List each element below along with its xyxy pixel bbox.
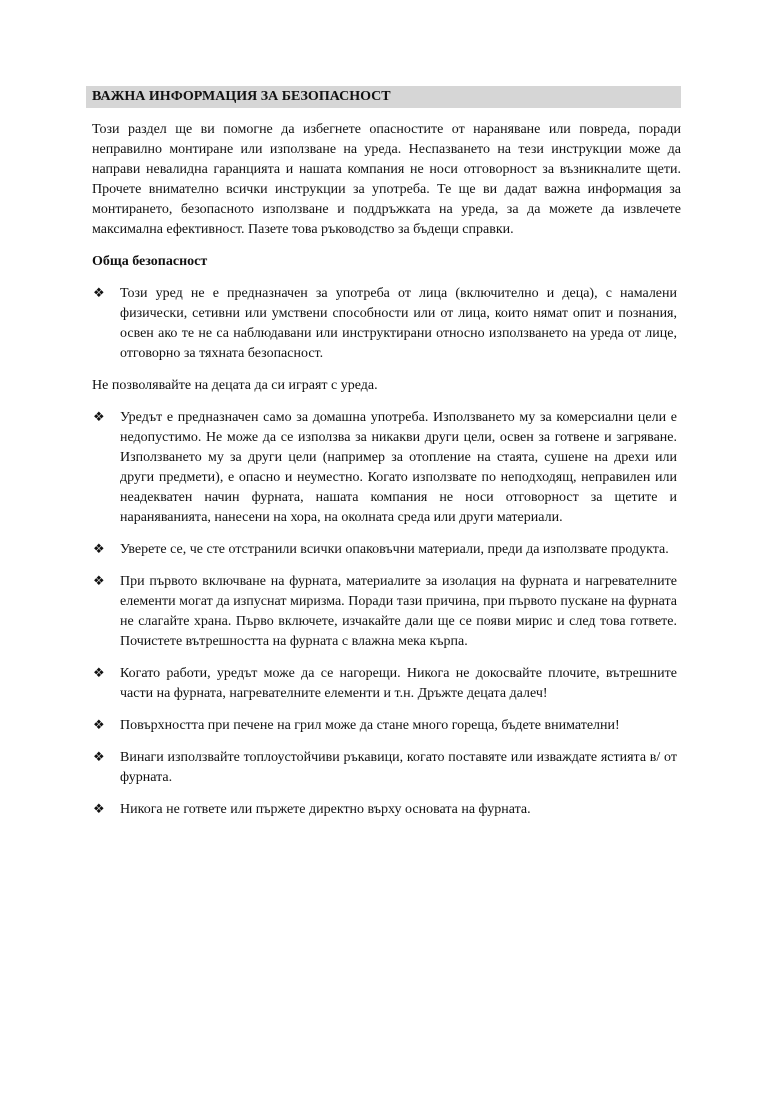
safety-list-1 [86, 284, 681, 364]
list-item-text: Повърхността при печене на грил може да стане много гореща, бъдете внимателни! [120, 718, 620, 733]
diamond-bullet-icon: ❖ [93, 574, 105, 589]
list-item [86, 408, 681, 528]
list-item-text: Уверете се, че сте отстранили всички опаковъчни материали, преди да използвате продукта. [120, 542, 669, 557]
diamond-bullet-icon: ❖ [93, 542, 105, 557]
list-item-text: Когато работи, уредът може да се нагорещи. Никога не докосвайте плочите, вътрешните части на фурната, нагревателните елементи и т.н. Дръжте децата далеч! [120, 666, 677, 701]
diamond-bullet-icon: ❖ [93, 718, 105, 733]
children-warning: Не позволявайте на децата да си играят с уреда. [92, 378, 378, 393]
list-item-text: При първото включване на фурната, материалите за изолация на фурната и нагревателните елементи могат да изпуснат миризма. Поради тази причина, при първото пускане на фурната не слагайте храна. Първо включете, изчакайте дали ще се появи мирис и след това гответе. Почистете вътрешността на фурната с влажна мека кърпа. [120, 574, 677, 649]
list-item-text: Никога не гответе или пържете директно върху основата на фурната. [120, 802, 531, 817]
list-item [86, 748, 681, 788]
diamond-bullet-icon: ❖ [93, 666, 105, 681]
list-item [86, 572, 681, 652]
document-page [86, 86, 681, 832]
list-item-text: Винаги използвайте топлоустойчиви ръкавици, когато поставяте или изваждате ястията в/ от фурната. [120, 750, 677, 785]
diamond-bullet-icon: ❖ [93, 410, 105, 425]
diamond-bullet-icon: ❖ [93, 286, 105, 301]
list-item [86, 716, 681, 736]
intro-paragraph: Този раздел ще ви помогне да избегнете опасностите от нараняване или повреда, поради неправилно монтиране или използване на уреда. Неспазването на тези инструкции може да направи невалидна гаранцията и нашата компания не носи отговорност за възникналите щети. Прочете внимателно всички инструкции за употреба. Те ще ви дадат важна информация за монтирането, безопасното използване и поддръжката на уреда, за да можете да извлечете максимална ефективност. Пазете това ръководство за бъдещи справки. [92, 122, 681, 237]
diamond-bullet-icon: ❖ [93, 750, 105, 765]
list-item [86, 664, 681, 704]
list-item-text: Уредът е предназначен само за домашна употреба. Използването му за комерсиални цели е недопустимо. Не може да се използва за никакви други цели, освен за готвене и загряване. Използването му за други цели (например за отопление на стаята, сушене на дрехи или други предмети), е опасно и неуместно. Когато използвате по неподходящ, неправилен или неадекватен начин фурната, нашата компания не носи отговорност за щетите и нараняванията, нанесени на хора, на околната среда или други материали. [120, 410, 677, 525]
section-title: ВАЖНА ИНФОРМАЦИЯ ЗА БЕЗОПАСНОСТ [86, 86, 681, 108]
diamond-bullet-icon: ❖ [93, 802, 105, 817]
list-item [86, 284, 681, 364]
safety-list-2 [86, 408, 681, 820]
list-item [86, 540, 681, 560]
list-item [86, 800, 681, 820]
subheading-general-safety: Обща безопасност [92, 254, 208, 269]
list-item-text: Този уред не е предназначен за употреба от лица (включително и деца), с намалени физически, сетивни или умствени способности или от лица, които нямат опит и познания, освен ако те не са наблюдавани или инструктирани относно използването на уреда от лице, отговорно за тяхната безопасност. [120, 286, 677, 361]
